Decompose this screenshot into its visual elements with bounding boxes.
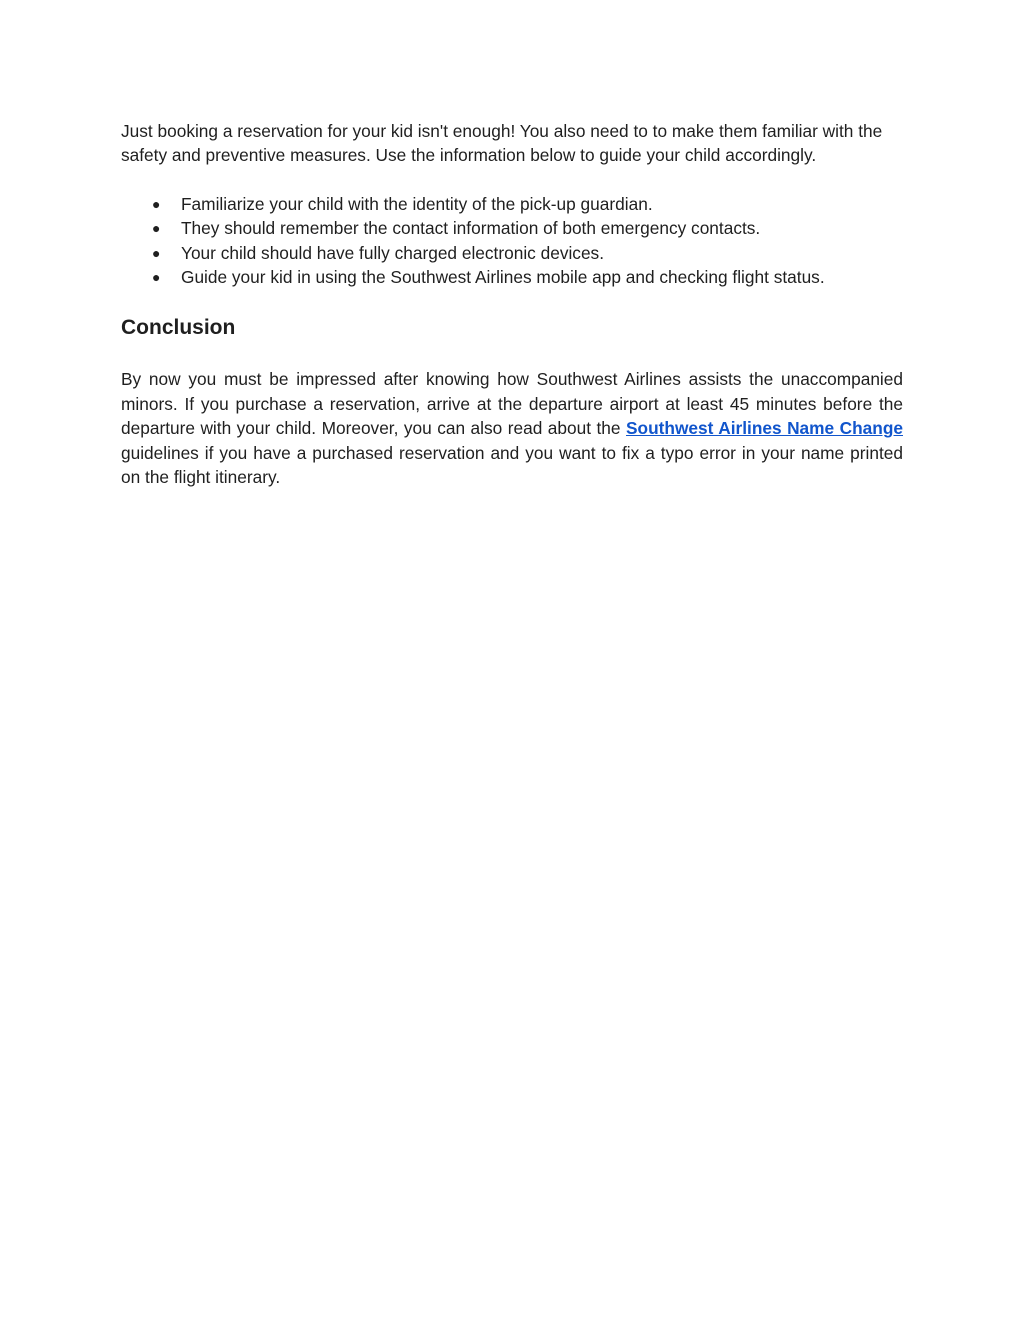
bullet-icon: ● xyxy=(152,195,161,212)
list-item xyxy=(121,216,903,240)
conclusion-paragraph xyxy=(121,367,903,489)
conclusion-text-before-link: By now you must be impressed after knowing how Southwest Airlines assists the unaccompanied minors. If you purchase a reservation, arrive at the departure airport at least 45 minutes before the departure with your child. Moreover, you can also read about the xyxy=(121,369,903,439)
list-item-text: Your child should have fully charged electronic devices. xyxy=(181,242,605,263)
intro-paragraph: Just booking a reservation for your kid isn't enough! You also need to to make them familiar with the safety and preventive measures. Use the information below to guide your child accordingly. xyxy=(121,121,883,166)
conclusion-text-after-link: guidelines if you have a purchased reservation and you want to fix a typo error in your name printed on the flight itinerary. xyxy=(121,442,903,488)
list-item-text: Familiarize your child with the identity of the pick-up guardian. xyxy=(181,193,653,214)
list-item-text: Guide your kid in using the Southwest Airlines mobile app and checking flight status. xyxy=(181,267,825,288)
list-item-text: They should remember the contact information of both emergency contacts. xyxy=(181,218,761,239)
bullet-icon: ● xyxy=(152,220,161,237)
bullet-icon: ● xyxy=(152,244,161,261)
safety-tips-list xyxy=(121,192,903,290)
document-page xyxy=(121,119,903,489)
list-item xyxy=(121,265,903,289)
bullet-icon: ● xyxy=(152,269,161,286)
list-item xyxy=(121,241,903,265)
list-item xyxy=(121,192,903,216)
conclusion-heading: Conclusion xyxy=(121,316,236,340)
southwest-name-change-link[interactable]: Southwest Airlines Name Change xyxy=(626,418,903,439)
